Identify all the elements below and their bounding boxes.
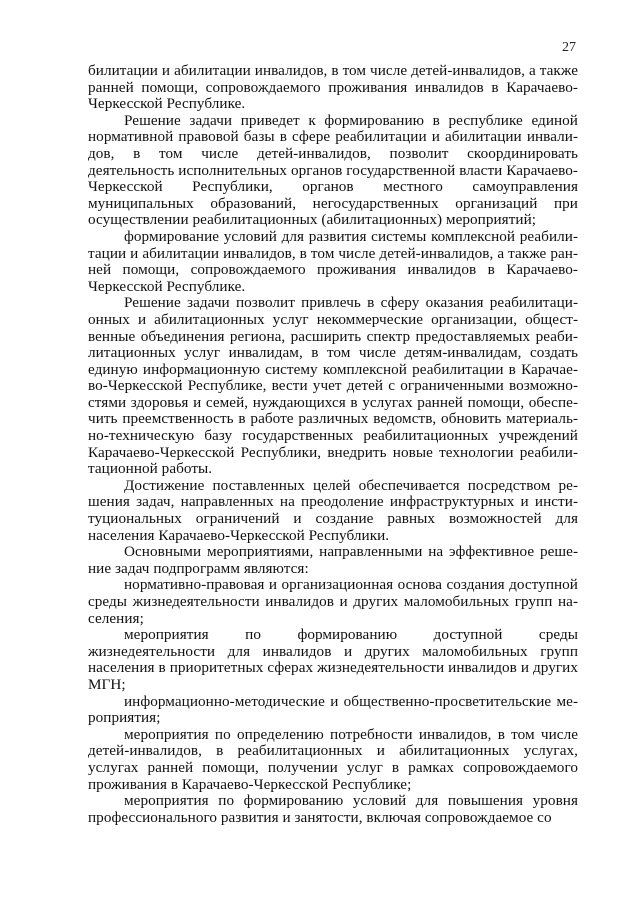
paragraph-10: мероприятия по определению потребности инвалидов, в том числе детей-инвалидов, в реабилитационных и абилитационных услугах, услугах ранней помощи, получении услуг в рамках сопровождаемого проживания в Карачаево-Черкесской Республике; <box>88 725 578 793</box>
paragraph-3: формирование условий для развития системы комплексной реабилитации и абилитации инвалидов, в том числе детей-инвалидов, а также ранней помощи, сопровождаемого проживания инвалидов в Карачаево-Черкесской Республике. <box>88 227 578 295</box>
paragraph-1: билитации и абилитации инвалидов, в том числе детей-инвалидов, а также ранней помощи, сопровождаемого проживания инвалидов в Карачаево-Черкесской Республике. <box>88 62 578 113</box>
body-text <box>88 63 578 826</box>
paragraph-9: информационно-методические и общественно-просветительские мероприятия; <box>88 692 578 727</box>
paragraph-5: Достижение поставленных целей обеспечивается посредством решения задач, направленных на преодоление инфраструктурных и институциональных ограничений и создание равных возможностей для населения Карачаево-Черкесской Республики. <box>88 476 578 544</box>
paragraph-6: Основными мероприятиями, направленными на эффективное решение задач подпрограмм являются: <box>88 543 578 577</box>
paragraph-7: нормативно-правовая и организационная основа создания доступной среды жизнедеятельности инвалидов и других маломобильных групп населения; <box>88 576 578 627</box>
paragraph-4: Решение задачи позволит привлечь в сферу оказания реабилитационных и абилитационных услуг некоммерческие организации, общественные объединения региона, расширить спектр предоставляемых реабилитационных услуг инвалидам, в том числе детям-инвалидам, создать единую информационную систему комплексной реабилитации в Карачаево-Черкесской Республике, вести учет детей с ограниченными возможностями здоровья и семей, нуждающихся в услугах ранней помощи, обеспечить преемственность в работе различных ведомств, обновить материально-техническую базу государственных реабилитационных учреждений Карачаево-Черкесской Республики, внедрить новые технологии реабилитационной работы. <box>88 294 578 478</box>
paragraph-2: Решение задачи приведет к формированию в республике единой нормативной правовой базы в сфере реабилитации и абилитации инвалидов, в том числе детей-инвалидов, позволит скоординировать деятельность исполнительных органов государственной власти Карачаево-Черкесской Республики, органов местного самоуправления муниципальных образований, негосударственных организаций при осуществлении реабилитационных (абилитационных) мероприятий; <box>88 111 578 229</box>
paragraph-11: мероприятия по формированию условий для повышения уровня профессионального развития и занятости, включая сопровождаемое со <box>88 792 578 826</box>
paragraph-8: мероприятия по формированию доступной среды жизнедеятельности для инвалидов и других маломобильных групп населения в приоритетных сферах жизнедеятельности инвалидов и других МГН; <box>88 626 578 693</box>
page-number: 27 <box>562 40 576 55</box>
